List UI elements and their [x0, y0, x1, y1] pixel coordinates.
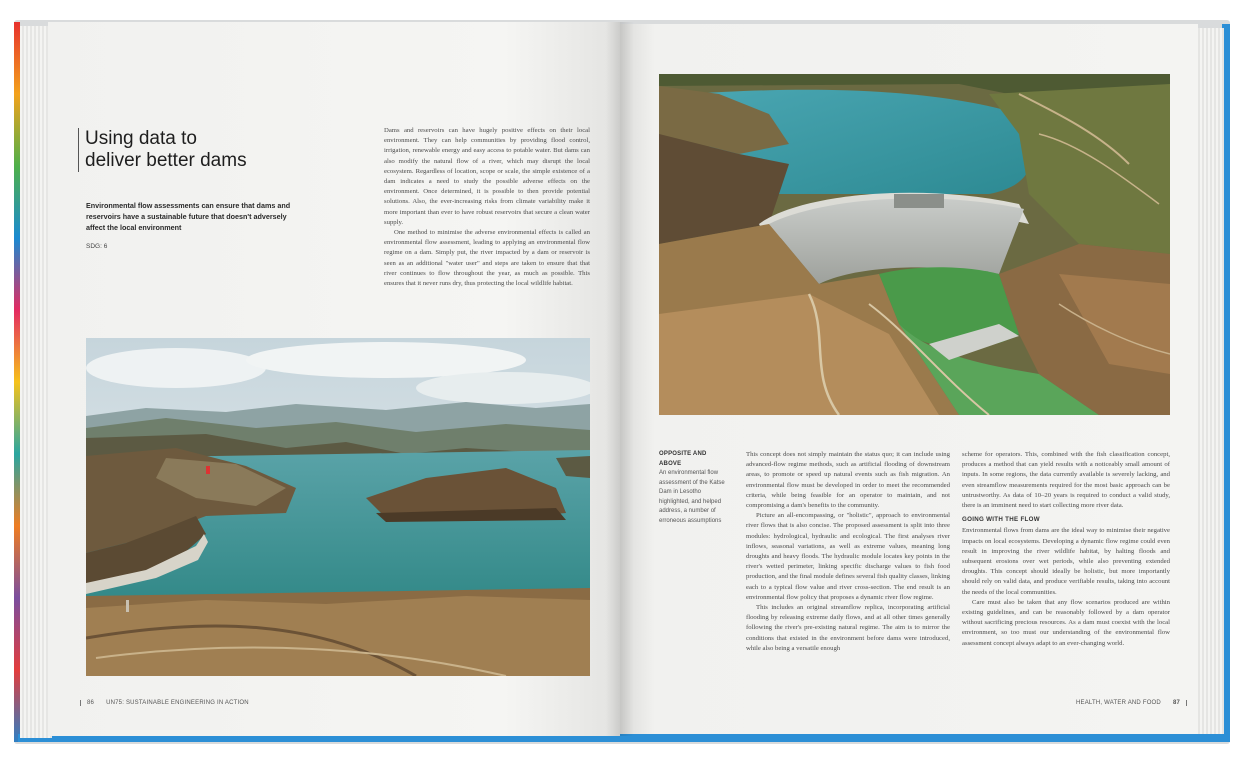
body-paragraph: Picture an all-encompassing, or "holistic", approach to environmental river flows that is also concise. The proposed assessment is split into three modules: hydrological, hydraulic and ecological. The first analyses river inflows, seasonal variations, as well as extreme values, meaning long droughts and heavy floods. The hydraulic module locates key points in the river's wetted perimeter, linking specific discharge values to fish food production, and the final module defines several fish quality classes, linking each to a typical flow value and river cross-section. The end result is an environmental flow policy that proposes a dynamic river flow regime.: [746, 512, 950, 601]
right-running-head: HEALTH, WATER AND FOOD: [1076, 700, 1161, 706]
title-line-1: Using data to: [85, 128, 197, 149]
section-subheading: GOING WITH THE FLOW: [962, 516, 1040, 524]
intro-paragraph-2: One method to minimise the adverse environmental effects is called an environmental flow assessment, leading to applying an environmental flow regime on a dam. Simply put, the river impacted by a dam or reservoir is seen as an additional "water user" and steps are taken to ensure that that river continues to flow throughout the year, as much as possible. This ensures that it never runs dry, thus protecting the local wildlife habitat.: [384, 229, 590, 288]
right-column-1: [746, 450, 950, 682]
standfirst: Environmental flow assessments can ensure that dams and reservoirs have a sustainable future that doesn't adversely affect the local environment: [86, 201, 291, 232]
page-stack-right: [1196, 28, 1224, 734]
body-paragraph: This concept does not simply maintain the status quo; it can include using advanced-flow regime methods, such as artificial flooding of downstream areas, to promote or speed up natural events such as fish migration. An environmental flow must be developed in order to meet the recommended criteria, while being feasible for an operator to maintain, and not compromising a dam's benefits to the community.: [746, 451, 950, 510]
dam-photo: [659, 74, 1170, 415]
left-running-head: UN75: SUSTAINABLE ENGINEERING IN ACTION: [106, 700, 249, 706]
caption-text: An environmental flow assessment of the Katse Dam in Lesotho highlighted, and helped address, a number of erroneous assumptions: [659, 470, 725, 524]
title-line-2: deliver better dams: [85, 150, 247, 171]
caption-heading: OPPOSITE AND ABOVE: [659, 451, 707, 467]
intro-column: [384, 126, 590, 306]
left-folio: [80, 700, 249, 706]
left-page-number: 86: [80, 700, 100, 706]
body-paragraph: Environmental flows from dams are the ideal way to minimise their negative impacts on local ecosystems. Developing a dynamic flow regime could even result in improving the river wildlife habitat, by halting floods and subsequent erosions over wet periods, while also preventing extended droughts. This concept should ideally be holistic, but more importantly should rely on valid data, and produce verifiable results, taking into account the needs of the local communities.: [962, 527, 1170, 596]
right-page-number: 87: [1167, 700, 1187, 706]
article-title: [78, 128, 308, 172]
body-paragraph: Care must also be taken that any flow scenarios produced are within existing guidelines, and can be reasonably followed by a dam operator without sacrificing precious resources. As a dam must coexist with the local environment, so too must our understanding of the environmental flow assessment concept always adapt to an ever-changing world.: [962, 598, 1170, 647]
intro-paragraph-1: Dams and reservoirs can have hugely positive effects on their local environment. They can help communities by providing flood control, irrigation, renewable energy and easy access to potable water. But dams can also modify the natural flow of a river, which may disrupt the local ecosystem. Regardless of location, scope or scale, the simple existence of a dam indicates a need to study the possible adverse effects on the environment. Once determined, it is possible to then provide potential solutions. Also, the ever-increasing risks from climate variability make it more important than ever to have robust reservoirs that secure a clean water supply.: [384, 127, 590, 226]
body-paragraph: scheme for operators. This, combined with the fish classification concept, produces a method that can yield results with a noticeably small amount of inputs. In some regions, the data currently available is severely lacking, and even streamflow measurements required for the most basic approach can be untrustworthy. As data of 10–20 years is required to conduct a valid study, there is an imminent need to start collecting more river data.: [962, 451, 1170, 510]
right-folio: [1076, 700, 1187, 706]
right-column-2: [962, 450, 1170, 682]
book-gutter: [606, 22, 634, 736]
reservoir-photo: [86, 338, 590, 676]
body-paragraph: This includes an original streamflow replica, incorporating artificial flooding by releasing extreme daily flows, and at all other times generally following the river's pre-existing natural regime. The aim is to mirror the conditions that existed in the environment before dams were introduced, while also being a versatile enough: [746, 604, 950, 652]
sdg-label: SDG: 6: [86, 243, 108, 250]
photo-caption: [659, 450, 727, 526]
